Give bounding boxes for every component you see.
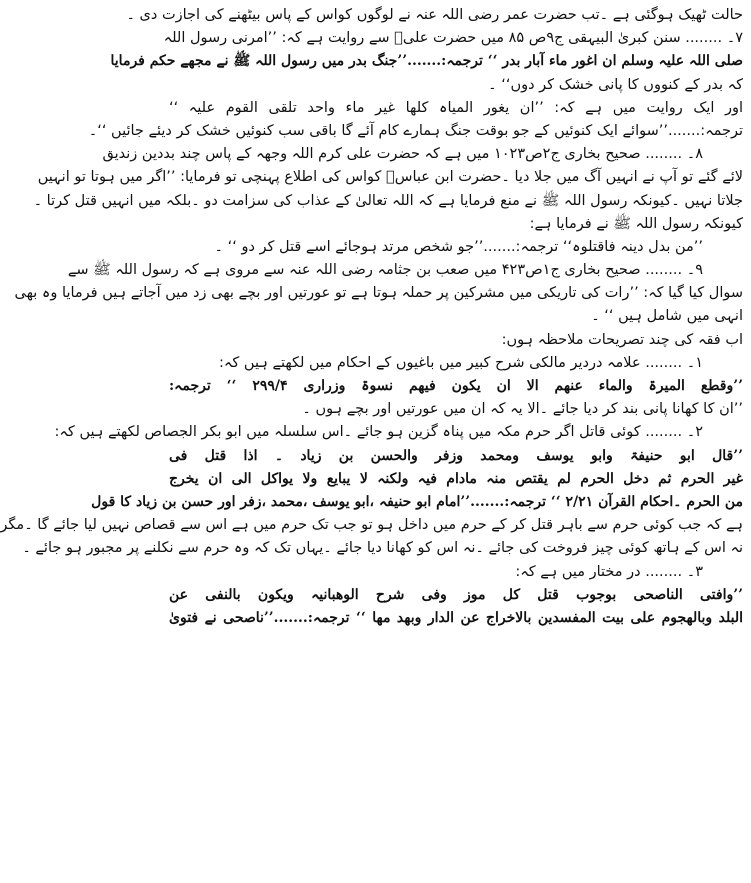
text-line: حالت ٹھیک ہوگئی ہے ۔تب حضرت عمر رضی اللہ عنہ نے لوگوں کواس کے پاس بیٹھنے کی اجازت دی ۔ (126, 7, 743, 23)
text-line: ’’ان کا کھانا پانی بند کر دیا جائے ۔الا یہ کہ ان میں عورتیں اور بچے ہوں ۔ (302, 401, 743, 418)
text-line: سوال کیا گیا کہ: ’’رات کی تاریکی میں مشرکین پر حملہ ہوتا ہے تو عورتیں اور بچے بھی زد میں آجاتے ہیں فرمایا وہ بھی (14, 285, 743, 302)
text-line: ترجمہ:.......’’سوائے ایک کنوئیں کے جو بوقت جنگ ہمارے کام آئے گا باقی سب کنوئیں خشک کر دیئے جائیں ‘‘۔ (88, 122, 743, 139)
text-line: جلاتا نہیں ۔کیونکہ رسول اللہ ﷺ نے منع فرمایا ہے کہ اللہ تعالیٰ کے عذاب کی سزامت دو ۔بلکہ میں انہیں قتل کرتا ۔ (33, 192, 743, 209)
text-line: البلد وبالھجوم علی بیت المفسدین بالاخراج عن الدار وبھد مھا ‘‘ ترجمہ:.......’’ناصحی نے فتویٰ (169, 609, 743, 626)
text-line: ۹۔ ........ صحیح بخاری ج۱ص۴۲۳ میں صعب بن جثامہ رضی اللہ عنہ سے مروی ہے کہ رسول اللہ ﷺ سے (67, 262, 703, 279)
text-line: اب فقہ کی چند تصریحات ملاحظہ ہوں: (501, 331, 743, 348)
text-line: ۲۔ ........ کوئی قاتل اگر حرم مکہ میں پناہ گزین ہو جائے ۔اس سلسلہ میں ابو بکر الجصاص لکھتے ہیں کہ: (54, 424, 703, 441)
document-page (0, 4, 744, 879)
text-line: لائے گئے تو آپ نے انہیں آگ میں جلا دیا ۔حضرت ابن عباسؓ کواس کی اطلاع پہنچی تو فرمایا: ’’اگر میں ہوتا تو انہیں (37, 169, 743, 186)
text-line: انہی میں شامل ہیں ‘‘ ۔ (591, 308, 743, 325)
text-line: ’’قال ابو حنیفۃ وابو یوسف ومحمد وزفر والحسن بن زیاد ۔ اذا قتل فی (169, 447, 743, 464)
text-line: غیر الحرم ثم دخل الحرم لم یقتص منہ مادام فیہ ولکنہ لا یبایع ولا یواکل الی ان یخرج (169, 470, 743, 487)
text-line: ’’وقطع المیرۃ والماء عنھم الا ان یکون فیھم نسوۃ وزراری ۲۹۹/۴ ‘‘ ترجمہ: (169, 378, 743, 394)
text-line: اور ایک روایت میں ہے کہ: ’’ان یغور المیاہ کلھا غیر ماء واحد تلقی القوم علیہ ‘‘ (169, 99, 743, 116)
text-line: کیونکہ رسول اللہ ﷺ نے فرمایا ہے: (529, 215, 743, 232)
text-line: ۱۔ ........ علامہ دردیر مالکی شرح کبیر میں باغیوں کے احکام میں لکھتے ہیں کہ: (219, 354, 703, 371)
text-line: کہ بدر کے کنووں کا پانی خشک کر دوں‘‘ ۔ (488, 76, 743, 93)
text-line: ۸۔ ........ صحیح بخاری ج۲ص۱۰۲۳ میں ہے کہ حضرت علی کرم اللہ وجھہ کے پاس چند بددین زندیق (102, 146, 703, 163)
text-line: ۷۔ ........ سنن کبریٰ البیہقی ج۹ص ۸۵ میں حضرت علیؓ سے روایت ہے کہ: ’’امرنی رسول اللہ (163, 30, 743, 47)
text-line: ’’وافتی الناصحی بوجوب قتل کل موز وفی شرح الوھبانیہ ویکون بالنفی عن (169, 586, 744, 603)
text-line: ۳۔ ........ در مختار میں ہے کہ: (515, 563, 703, 580)
text-line: نہ اس کے ہاتھ کوئی چیز فروخت کی جائے ۔نہ اس کو کھانا دیا جائے ۔یہاں تک کہ وہ حرم سے نکلنے پر مجبور ہو جائے ۔ (22, 540, 743, 557)
text-line: صلی اللہ علیہ وسلم ان اغور ماء آبار بدر ‘‘ ترجمہ:.......’’جنگ بدر میں رسول اللہ ﷺ نے مجھے حکم فرمایا (110, 53, 743, 70)
text-line: ہے کہ جب کوئی حرم سے باہر قتل کر کے حرم میں داخل ہو تو جب تک حرم میں ہے اس سے قصاص نہیں لیا جائے گا ۔مگر (0, 517, 743, 534)
text-line: من الحرم ۔احکام القرآن ۲/۲۱ ‘‘ ترجمہ:.......’’امام ابو حنیفہ ،ابو یوسف ،محمد ،زفر اور حسن بن زیاد کا قول (91, 493, 743, 510)
text-line: ’’من بدل دینہ فاقتلوہ‘‘ ترجمہ:.......’’جو شخص مرتد ہوجائے اسے قتل کر دو ‘‘ ۔ (214, 238, 703, 255)
